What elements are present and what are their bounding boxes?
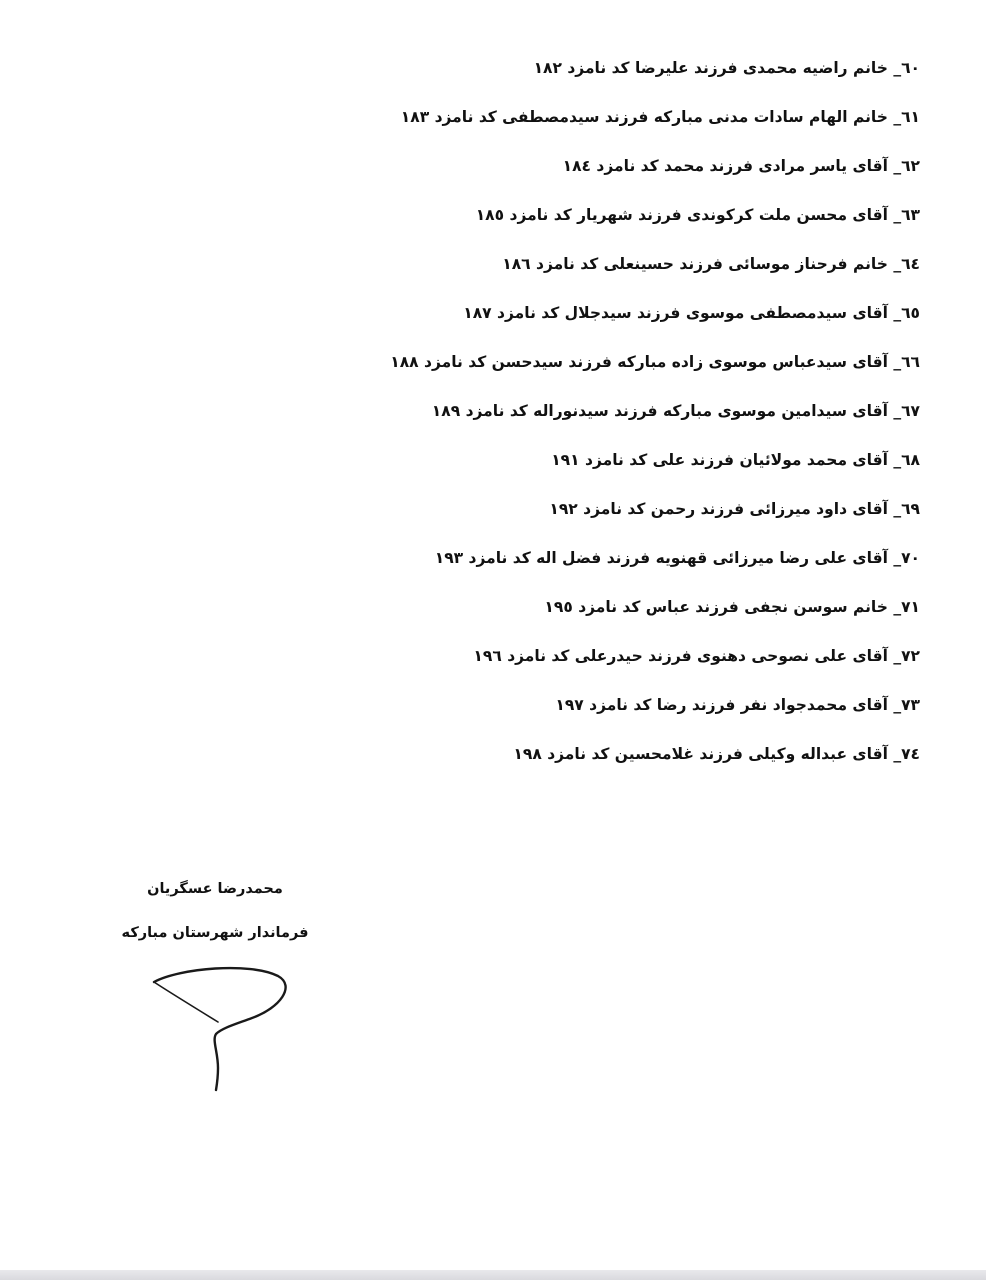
candidate-row-63: ٦٣_ آقای محسن ملت کرکوندی فرزند شهریار کد نامزد ۱۸٥	[475, 206, 920, 224]
candidate-row-71: ٧١_ خانم سوسن نجفی فرزند عباس کد نامزد ۱۹٥	[544, 598, 920, 616]
candidate-row-67: ٦٧_ آقای سیدامین موسوی مبارکه فرزند سیدنوراله کد نامزد ۱۸۹	[431, 402, 920, 420]
candidate-row-68: ٦٨_ آقای محمد مولائیان فرزند علی کد نامزد ۱۹۱	[551, 451, 920, 469]
candidate-row-73: ٧٣_ آقای محمدجواد نفر فرزند رضا کد نامزد ۱۹۷	[555, 696, 920, 714]
candidate-list	[320, 48, 920, 783]
signatory-title: فرماندار شهرستان مبارکه	[121, 925, 309, 941]
candidate-row-72: ٧٢_ آقای علی نصوحی دهنوی فرزند حیدرعلی کد نامزد ۱۹٦	[473, 647, 920, 665]
signatory-name: محمدرضا عسگریان	[147, 881, 283, 897]
handwritten-signature	[140, 960, 300, 1100]
candidate-row-70: ٧٠_ آقای علی رضا میرزائی قهنویه فرزند فضل اله کد نامزد ۱۹۳	[434, 549, 920, 567]
signature-block	[110, 872, 320, 950]
candidate-row-65: ٦٥_ آقای سیدمصطفی موسوی فرزند سیدجلال کد نامزد ۱۸۷	[463, 304, 920, 322]
candidate-row-66: ٦٦_ آقای سیدعباس موسوی زاده مبارکه فرزند سیدحسن کد نامزد ۱۸۸	[390, 353, 920, 371]
candidate-row-69: ٦٩_ آقای داود میرزائی فرزند رحمن کد نامزد ۱۹۲	[549, 500, 920, 518]
candidate-row-60: ٦٠_ خانم راضیه محمدی فرزند علیرضا کد نامزد ۱۸۲	[533, 59, 920, 77]
candidate-row-62: ٦٢_ آقای یاسر مرادی فرزند محمد کد نامزد ۱۸٤	[562, 157, 920, 175]
candidate-row-64: ٦٤_ خانم فرحناز موسائی فرزند حسینعلی کد نامزد ۱۸٦	[502, 255, 920, 273]
candidate-row-74: ٧٤_ آقای عبداله وکیلی فرزند غلامحسین کد نامزد ۱۹۸	[513, 745, 920, 763]
page-bottom-edge	[0, 1270, 986, 1280]
candidate-row-61: ٦١_ خانم الهام سادات مدنی مبارکه فرزند سیدمصطفی کد نامزد ۱۸۳	[400, 108, 920, 126]
